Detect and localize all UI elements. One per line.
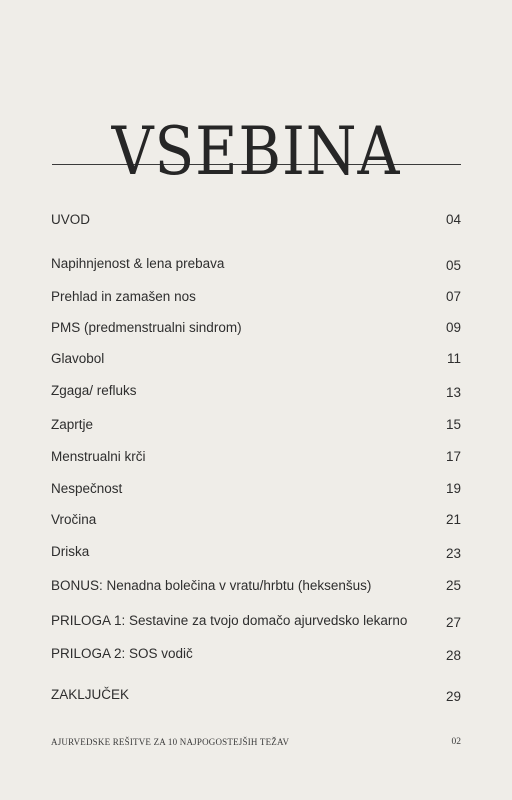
toc-item-page: 29 bbox=[445, 689, 461, 704]
toc-item-page: 07 bbox=[445, 289, 461, 304]
toc-item-page: 09 bbox=[445, 320, 461, 335]
toc-item-label: Zaprtje bbox=[51, 417, 94, 432]
toc-item-label: UVOD bbox=[51, 212, 91, 227]
toc-item-label: Menstrualni krči bbox=[51, 449, 146, 464]
toc-item-page: 13 bbox=[445, 385, 461, 400]
toc-item-page: 17 bbox=[445, 449, 461, 464]
toc-item-label: PRILOGA 1: Sestavine za tvojo domačo ajurvedsko lekarno bbox=[51, 613, 408, 628]
toc-item-page: 15 bbox=[445, 417, 461, 432]
toc-item[interactable] bbox=[51, 449, 461, 471]
toc-item[interactable] bbox=[51, 512, 461, 534]
toc-item-label: BONUS: Nenadna bolečina v vratu/hrbtu (heksenšus) bbox=[51, 578, 372, 593]
toc-item[interactable] bbox=[51, 212, 461, 234]
toc-item[interactable] bbox=[51, 383, 461, 405]
toc-item-label: PMS (predmenstrualni sindrom) bbox=[51, 320, 242, 335]
toc-item-label: Zgaga/ refluks bbox=[51, 383, 137, 398]
toc-item-label: PRILOGA 2: SOS vodič bbox=[51, 646, 193, 661]
toc-item-page: 05 bbox=[445, 258, 461, 273]
toc-item-page: 04 bbox=[445, 212, 461, 227]
toc-item-page: 11 bbox=[446, 351, 461, 366]
toc-item[interactable] bbox=[51, 351, 461, 373]
page-title: VSEBINA bbox=[111, 113, 401, 190]
toc-item-page: 19 bbox=[445, 481, 461, 496]
toc-item[interactable] bbox=[51, 320, 461, 342]
toc-item-label: Vročina bbox=[51, 512, 97, 527]
toc-item[interactable] bbox=[51, 687, 461, 709]
toc-item-page: 27 bbox=[445, 615, 461, 630]
toc-item-page: 25 bbox=[445, 578, 461, 593]
toc-item[interactable] bbox=[51, 289, 461, 311]
toc-item-label: Nespečnost bbox=[51, 481, 123, 496]
toc-item-label: Napihnjenost & lena prebava bbox=[51, 256, 225, 271]
toc-item[interactable] bbox=[51, 417, 461, 439]
toc-item-page: 23 bbox=[445, 546, 461, 561]
toc-item[interactable] bbox=[51, 646, 461, 668]
title-block bbox=[0, 112, 512, 192]
toc-item[interactable] bbox=[51, 256, 461, 278]
toc-item[interactable] bbox=[51, 544, 461, 566]
footer-page-number: 02 bbox=[451, 737, 461, 747]
footer-title: AJURVEDSKE REŠITVE ZA 10 NAJPOGOSTEJŠIH TEŽAV bbox=[51, 737, 290, 747]
toc-item-label: ZAKLJUČEK bbox=[51, 687, 130, 702]
toc-item-label: Glavobol bbox=[51, 351, 105, 366]
toc-item[interactable] bbox=[51, 481, 461, 503]
toc-item[interactable] bbox=[51, 613, 461, 635]
toc-item-label: Prehlad in zamašen nos bbox=[51, 289, 196, 304]
toc-item-page: 21 bbox=[445, 512, 461, 527]
toc-item-label: Driska bbox=[51, 544, 90, 559]
toc-item-page: 28 bbox=[445, 648, 461, 663]
toc-item[interactable] bbox=[51, 578, 461, 600]
